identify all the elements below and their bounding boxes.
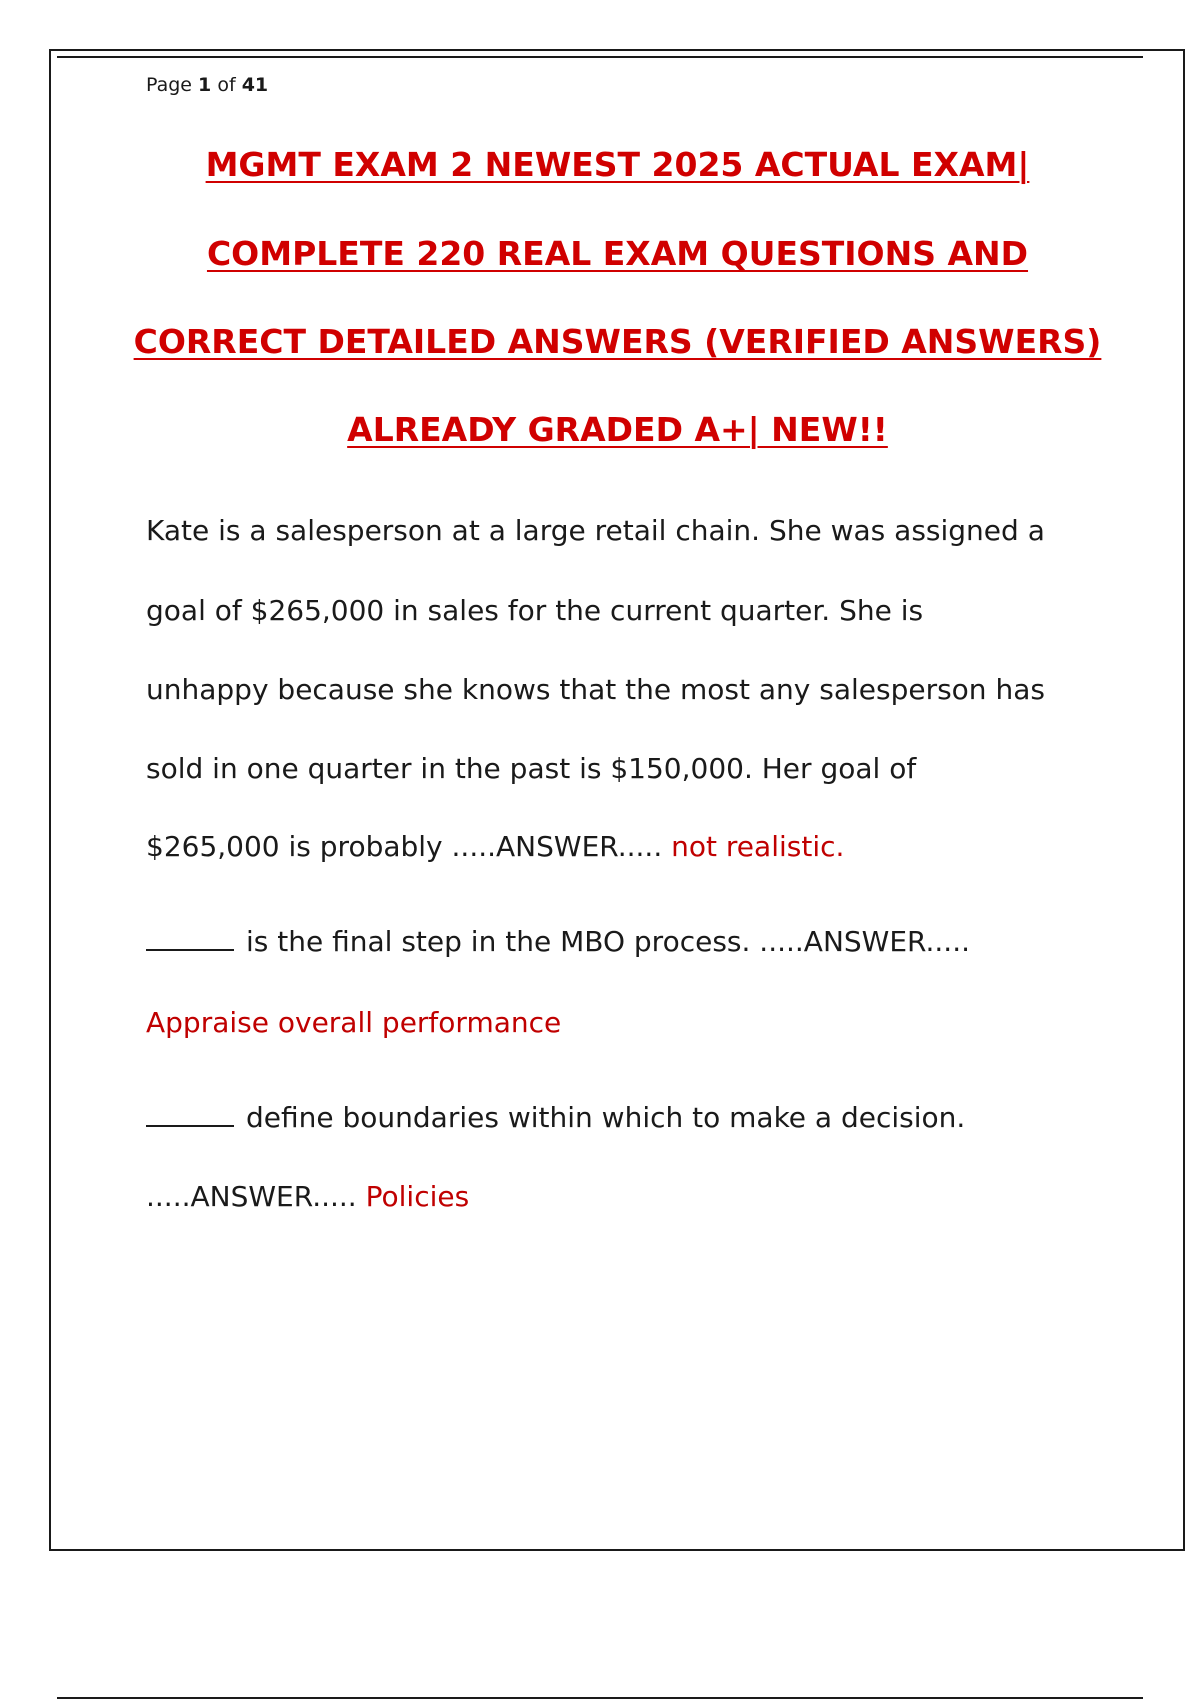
q2-blank	[146, 927, 234, 951]
q2-answer: Appraise overall performance	[146, 1006, 562, 1039]
q2-line-1	[146, 925, 970, 958]
q3-line-2	[146, 1180, 469, 1213]
page-current: 1	[198, 74, 212, 96]
q3-answer: Policies	[365, 1180, 470, 1213]
top-rule	[57, 56, 1143, 58]
q1-line-3: unhappy because she knows that the most any salesperson has	[146, 673, 1045, 706]
title-line-1: MGMT EXAM 2 NEWEST 2025 ACTUAL EXAM|	[205, 145, 1030, 184]
q3-line-1	[146, 1101, 965, 1134]
page-prefix: Page	[146, 74, 192, 96]
title-line-2: COMPLETE 220 REAL EXAM QUESTIONS AND	[206, 234, 1029, 273]
q2-text: is the final step in the MBO process. .....ANSWER.....	[246, 925, 971, 958]
page-frame	[49, 49, 1185, 1551]
q1-line-5	[146, 830, 844, 863]
page-indicator	[146, 74, 268, 96]
title-line-3: CORRECT DETAILED ANSWERS (VERIFIED ANSWERS)	[133, 322, 1102, 361]
q3-text: define boundaries within which to make a decision.	[246, 1101, 966, 1134]
q3-line-2-text: .....ANSWER.....	[146, 1180, 357, 1213]
page-total: 41	[241, 74, 269, 96]
q1-line-2: goal of $265,000 in sales for the current quarter. She is	[146, 594, 924, 627]
q1-line-4: sold in one quarter in the past is $150,000. Her goal of	[146, 752, 917, 785]
title-line-4: ALREADY GRADED A+| NEW!!	[347, 410, 888, 449]
q1-answer: not realistic.	[671, 830, 845, 863]
bottom-rule	[57, 1697, 1143, 1699]
q1-line-5-text: $265,000 is probably .....ANSWER.....	[146, 830, 663, 863]
q3-blank	[146, 1103, 234, 1127]
page-of: of	[217, 74, 236, 96]
q1-line-1: Kate is a salesperson at a large retail chain. She was assigned a	[146, 514, 1045, 547]
